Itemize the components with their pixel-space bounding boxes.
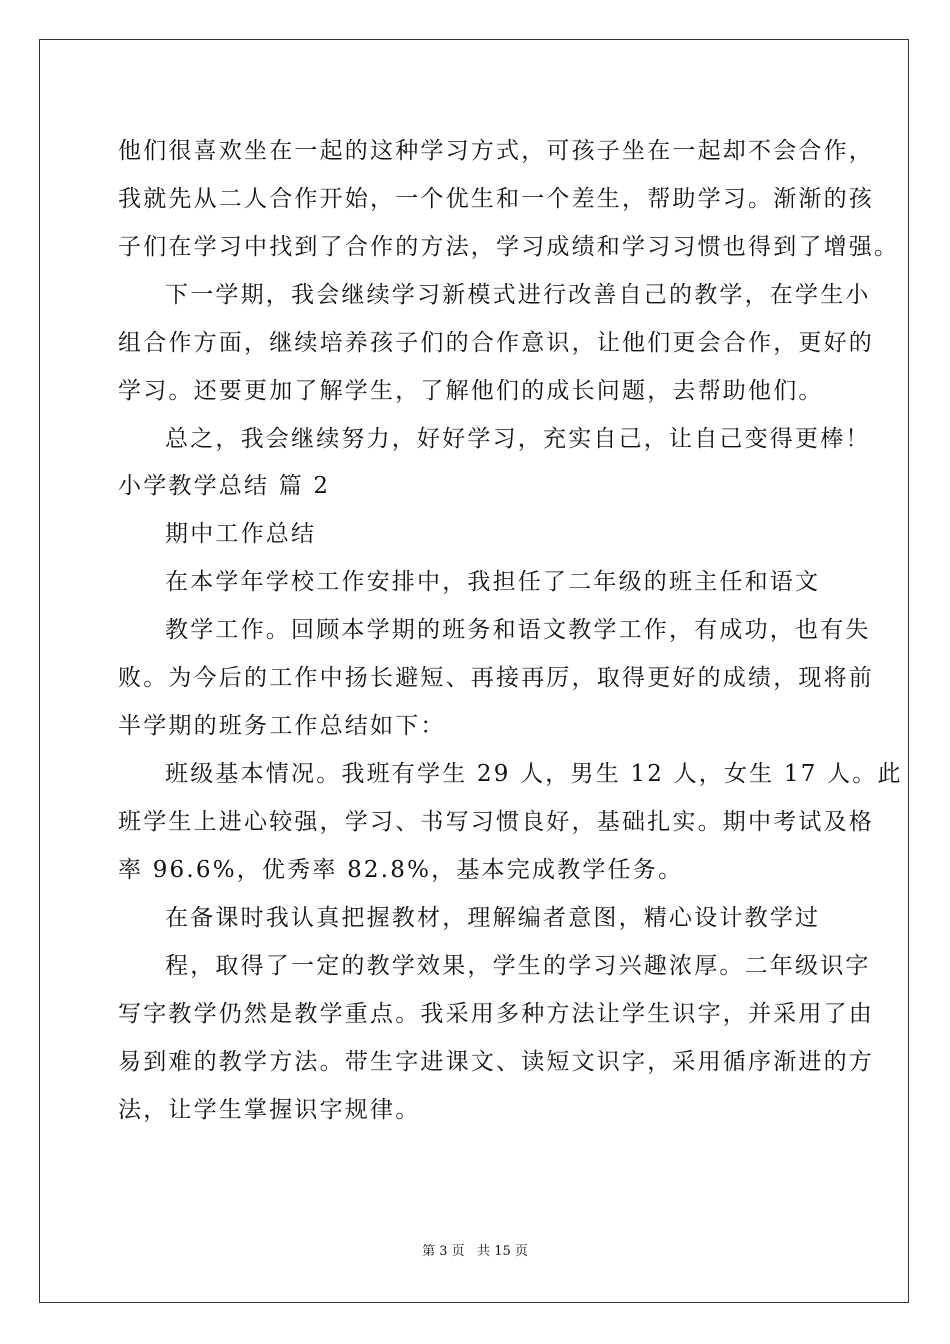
text-line: 半学期的班务工作总结如下： bbox=[118, 713, 446, 739]
text-line: 下一学期，我会继续学习新模式进行改善自己的教学，在学生小 bbox=[165, 282, 871, 308]
text-line: 写字教学仍然是教学重点。我采用多种方法让学生识字，并采用了由 bbox=[118, 1001, 874, 1027]
text-line: 法，让学生掌握识字规律。 bbox=[118, 1097, 421, 1123]
text-line: 期中工作总结 bbox=[165, 521, 317, 547]
text-line: 率 96.6%，优秀率 82.8%，基本完成教学任务。 bbox=[118, 857, 684, 883]
text-line: 他们很喜欢坐在一起的这种学习方式，可孩子坐在一起却不会合作， bbox=[118, 138, 874, 164]
text-line: 班级基本情况。我班有学生 29 人，男生 12 人，女生 17 人。此 bbox=[165, 761, 903, 787]
text-line: 学习。还要更加了解学生，了解他们的成长问题，去帮助他们。 bbox=[118, 378, 824, 404]
text-line: 我就先从二人合作开始，一个优生和一个差生，帮助学习。渐渐的孩 bbox=[118, 186, 874, 212]
section-heading: 小学教学总结 篇 2 bbox=[118, 473, 331, 499]
text-line: 易到难的教学方法。带生字进课文、读短文识字，采用循序渐进的方 bbox=[118, 1049, 874, 1075]
text-line: 败。为今后的工作中扬长避短、再接再厉，取得更好的成绩，现将前 bbox=[118, 665, 874, 691]
text-line: 班学生上进心较强，学习、书写习惯良好，基础扎实。期中考试及格 bbox=[118, 809, 874, 835]
text-line: 教学工作。回顾本学期的班务和语文教学工作，有成功，也有失 bbox=[165, 617, 871, 643]
text-line: 在备课时我认真把握教材，理解编者意图，精心设计教学过 bbox=[165, 905, 821, 931]
text-line: 在本学年学校工作安排中，我担任了二年级的班主任和语文 bbox=[165, 569, 821, 595]
text-line: 子们在学习中找到了合作的方法，学习成绩和学习习惯也得到了增强。 bbox=[118, 234, 900, 260]
text-line: 程，取得了一定的教学效果，学生的学习兴趣浓厚。二年级识字 bbox=[165, 953, 871, 979]
page-footer: 第 3 页 共 15 页 bbox=[422, 1244, 528, 1259]
text-line: 组合作方面，继续培养孩子们的合作意识，让他们更会合作，更好的 bbox=[118, 330, 874, 356]
text-line: 总之，我会继续努力，好好学习，充实自己，让自己变得更棒！ bbox=[165, 426, 871, 452]
